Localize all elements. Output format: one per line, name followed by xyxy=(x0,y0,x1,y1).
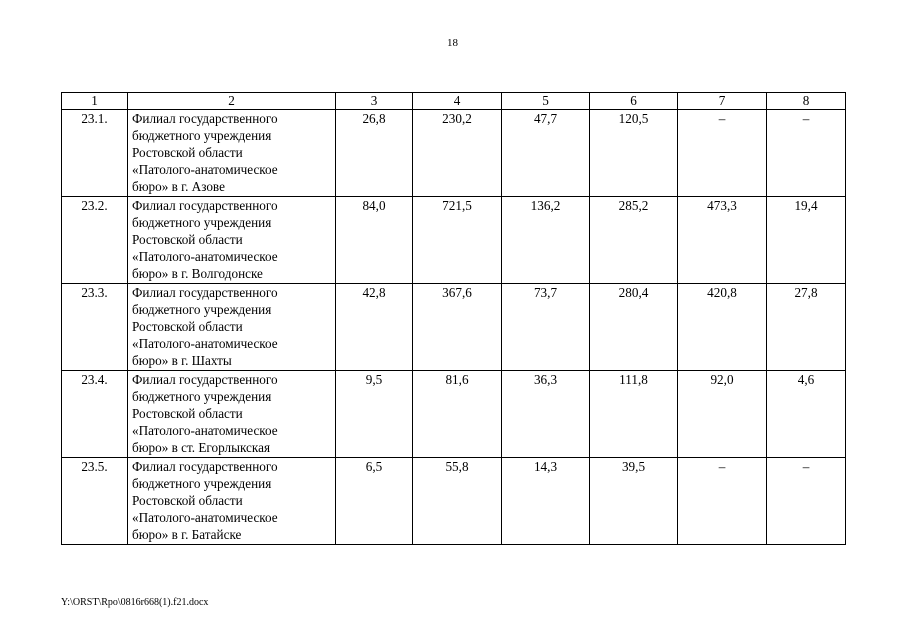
name-line: Филиал государственного xyxy=(132,372,278,387)
row-number: 23.3. xyxy=(62,284,128,371)
name-line: Ростовской области xyxy=(132,145,243,160)
name-line: бюджетного учреждения xyxy=(132,476,272,491)
name-line: «Патолого-анатомическое xyxy=(132,336,278,351)
value-cell: 230,2 xyxy=(413,110,502,197)
value-cell: 9,5 xyxy=(336,371,413,458)
table-header-row xyxy=(62,93,846,110)
column-header: 6 xyxy=(590,93,678,110)
name-line: Филиал государственного xyxy=(132,198,278,213)
column-header: 7 xyxy=(678,93,767,110)
name-line: Филиал государственного xyxy=(132,285,278,300)
name-line: «Патолого-анатомическое xyxy=(132,249,278,264)
value-cell: – xyxy=(767,110,846,197)
name-line: бюджетного учреждения xyxy=(132,215,272,230)
value-cell: 111,8 xyxy=(590,371,678,458)
value-cell: 81,6 xyxy=(413,371,502,458)
row-number: 23.1. xyxy=(62,110,128,197)
column-header: 2 xyxy=(128,93,336,110)
row-number: 23.5. xyxy=(62,458,128,545)
value-cell: 84,0 xyxy=(336,197,413,284)
name-line: Ростовской области xyxy=(132,319,243,334)
institution-name xyxy=(128,371,336,458)
column-header: 3 xyxy=(336,93,413,110)
table-row xyxy=(62,458,846,545)
value-cell: 39,5 xyxy=(590,458,678,545)
value-cell: – xyxy=(767,458,846,545)
value-cell: 19,4 xyxy=(767,197,846,284)
value-cell: 6,5 xyxy=(336,458,413,545)
name-line: «Патолого-анатомическое xyxy=(132,423,278,438)
name-line: Ростовской области xyxy=(132,232,243,247)
value-cell: 721,5 xyxy=(413,197,502,284)
institution-name xyxy=(128,197,336,284)
table-row xyxy=(62,110,846,197)
name-line: бюро» в г. Азове xyxy=(132,179,225,194)
value-cell: 42,8 xyxy=(336,284,413,371)
name-line: Ростовской области xyxy=(132,406,243,421)
value-cell: 47,7 xyxy=(502,110,590,197)
name-line: бюро» в ст. Егорлыкская xyxy=(132,440,271,455)
name-line: бюро» в г. Шахты xyxy=(132,353,232,368)
column-header: 5 xyxy=(502,93,590,110)
value-cell: 136,2 xyxy=(502,197,590,284)
table-row xyxy=(62,371,846,458)
name-line: Ростовской области xyxy=(132,493,243,508)
value-cell: – xyxy=(678,458,767,545)
value-cell: 14,3 xyxy=(502,458,590,545)
value-cell: 73,7 xyxy=(502,284,590,371)
institution-name xyxy=(128,458,336,545)
value-cell: – xyxy=(678,110,767,197)
value-cell: 92,0 xyxy=(678,371,767,458)
value-cell: 420,8 xyxy=(678,284,767,371)
row-number: 23.4. xyxy=(62,371,128,458)
footer-file-path: Y:\ORST\Rpo\0816r668(1).f21.docx xyxy=(61,597,209,608)
value-cell: 280,4 xyxy=(590,284,678,371)
value-cell: 4,6 xyxy=(767,371,846,458)
name-line: Филиал государственного xyxy=(132,111,278,126)
name-line: бюро» в г. Батайске xyxy=(132,527,242,542)
value-cell: 120,5 xyxy=(590,110,678,197)
data-table xyxy=(61,92,846,545)
name-line: бюро» в г. Волгодонске xyxy=(132,266,263,281)
name-line: бюджетного учреждения xyxy=(132,389,272,404)
value-cell: 55,8 xyxy=(413,458,502,545)
column-header: 4 xyxy=(413,93,502,110)
value-cell: 367,6 xyxy=(413,284,502,371)
value-cell: 285,2 xyxy=(590,197,678,284)
name-line: бюджетного учреждения xyxy=(132,302,272,317)
table-row xyxy=(62,197,846,284)
value-cell: 473,3 xyxy=(678,197,767,284)
table-row xyxy=(62,284,846,371)
name-line: «Патолого-анатомическое xyxy=(132,510,278,525)
institution-name xyxy=(128,284,336,371)
page-number: 18 xyxy=(447,37,458,49)
name-line: бюджетного учреждения xyxy=(132,128,272,143)
name-line: «Патолого-анатомическое xyxy=(132,162,278,177)
value-cell: 36,3 xyxy=(502,371,590,458)
institution-name xyxy=(128,110,336,197)
value-cell: 27,8 xyxy=(767,284,846,371)
value-cell: 26,8 xyxy=(336,110,413,197)
column-header: 1 xyxy=(62,93,128,110)
column-header: 8 xyxy=(767,93,846,110)
name-line: Филиал государственного xyxy=(132,459,278,474)
row-number: 23.2. xyxy=(62,197,128,284)
